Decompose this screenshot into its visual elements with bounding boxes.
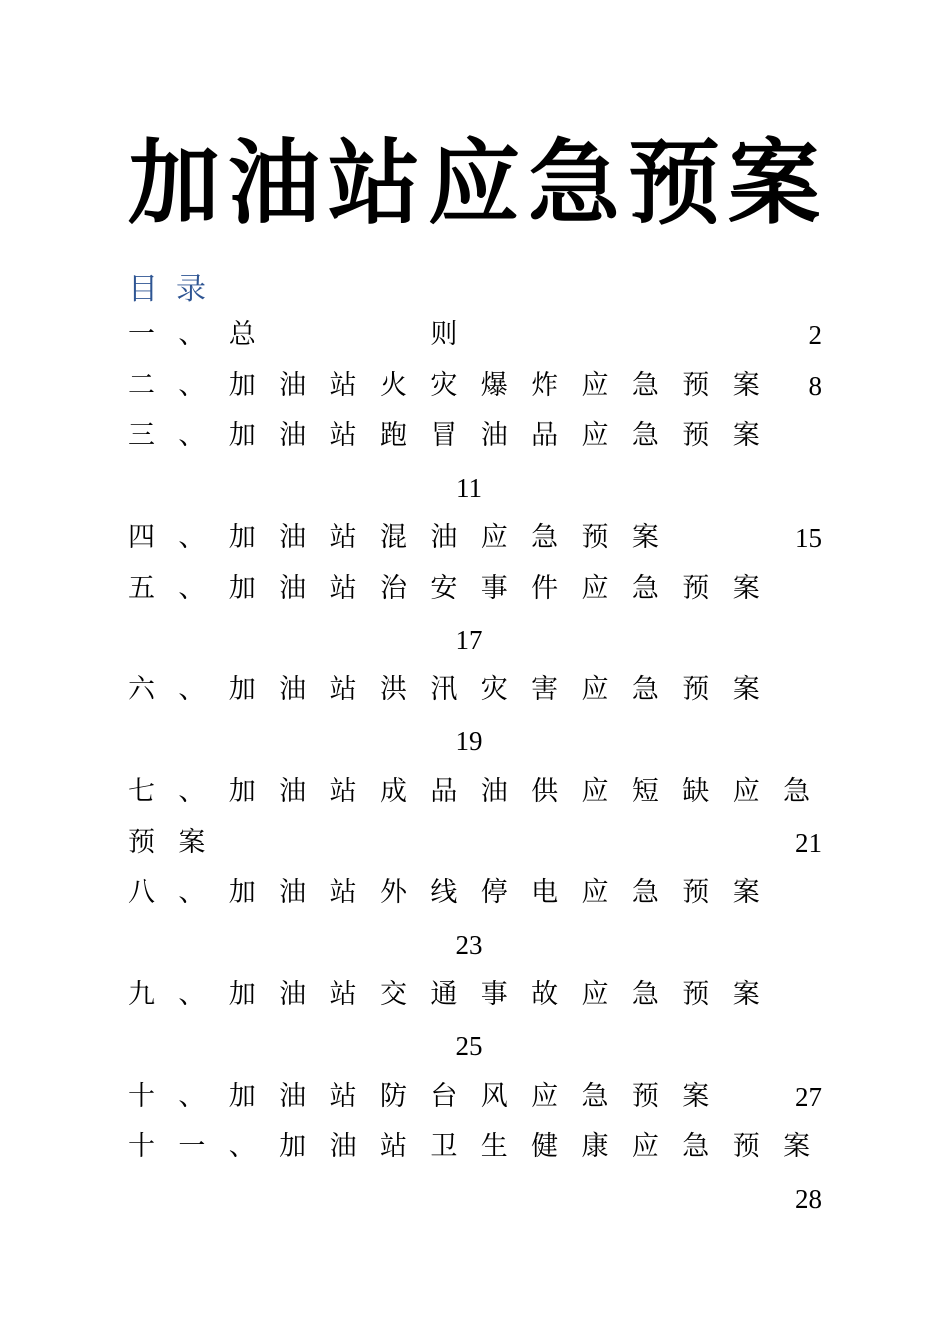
toc-entry-text: 五 、 加 油 站 治 安 事 件 应 急 预 案 bbox=[128, 573, 760, 604]
toc-entry-9[interactable] bbox=[128, 977, 783, 1013]
toc-entry-5[interactable] bbox=[128, 571, 783, 607]
toc-page-number: 17 bbox=[455, 625, 483, 655]
toc-page-number: 27 bbox=[795, 1082, 822, 1112]
toc-entry-11[interactable] bbox=[128, 1129, 833, 1165]
toc-entry-4[interactable] bbox=[128, 520, 682, 556]
toc-entry-10[interactable] bbox=[128, 1079, 733, 1115]
toc-page-number: 19 bbox=[455, 726, 483, 756]
toc-heading: 目录 bbox=[128, 272, 224, 307]
document-title: 加油站应急预案 bbox=[128, 130, 829, 237]
toc-entry-3[interactable] bbox=[128, 418, 783, 454]
toc-entry-2[interactable] bbox=[128, 368, 783, 404]
toc-page-number: 2 bbox=[808, 320, 822, 350]
toc-entry-text: 三 、 加 油 站 跑 冒 油 品 应 急 预 案 bbox=[128, 420, 760, 451]
toc-page-number: 8 bbox=[808, 371, 822, 401]
toc-entry-1[interactable] bbox=[128, 317, 481, 353]
toc-entry-text: 六 、 加 油 站 洪 汛 灾 害 应 急 预 案 bbox=[128, 674, 760, 705]
toc-entry-text: 十 一 、 加 油 站 卫 生 健 康 应 急 预 案 bbox=[128, 1131, 811, 1162]
toc-entry-text: 一 、 总 则 bbox=[128, 319, 458, 350]
toc-page-number: 11 bbox=[456, 473, 482, 503]
toc-page-number: 23 bbox=[455, 930, 483, 960]
toc-entry-text: 七 、 加 油 站 成 品 油 供 应 短 缺 应 急 bbox=[128, 776, 811, 807]
toc-entry-6[interactable] bbox=[128, 672, 783, 708]
toc-page-number: 28 bbox=[795, 1184, 822, 1214]
toc-entry-7[interactable] bbox=[128, 774, 833, 810]
toc-entry-text: 二 、 加 油 站 火 灾 爆 炸 应 急 预 案 bbox=[128, 370, 760, 401]
toc-entry-text: 八 、 加 油 站 外 线 停 电 应 急 预 案 bbox=[128, 877, 760, 908]
toc-entry-text: 十 、 加 油 站 防 台 风 应 急 预 案 bbox=[128, 1081, 710, 1112]
toc-page-number: 21 bbox=[795, 828, 822, 858]
toc-entry-8[interactable] bbox=[128, 875, 783, 911]
toc-page-number: 25 bbox=[455, 1031, 483, 1061]
toc-entry-text: 四 、 加 油 站 混 油 应 急 预 案 bbox=[128, 522, 659, 553]
toc-entry-7-continued[interactable] bbox=[128, 825, 229, 861]
toc-entry-text: 预 案 bbox=[128, 827, 206, 858]
toc-entry-text: 九 、 加 油 站 交 通 事 故 应 急 预 案 bbox=[128, 979, 760, 1010]
toc-page-number: 15 bbox=[795, 523, 822, 553]
